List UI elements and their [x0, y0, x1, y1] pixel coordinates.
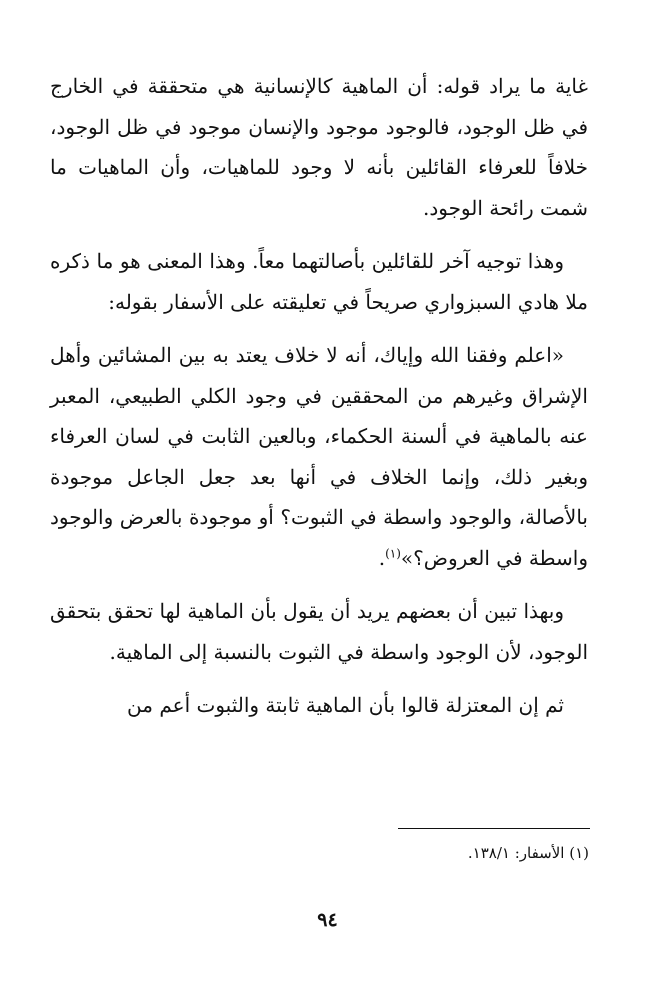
footnote-separator — [398, 828, 590, 829]
paragraph-2: وهذا توجيه آخر للقائلين بأصالتهما معاً. وهذا المعنى هو ما ذكره ملا هادي السبزواري صريحاً في تعليقته على الأسفار بقوله: — [50, 249, 588, 314]
page-number: ٩٤ — [317, 909, 338, 931]
footnote: (١) الأسفار: ١٣٨/١. — [467, 844, 589, 862]
body-text — [50, 66, 588, 739]
paragraph-4: وبهذا تبين أن بعضهم يريد أن يقول بأن الماهية لها تحقق بتحقق الوجود، لأن الوجود واسطة في الثبوت بالنسبة إلى الماهية. — [50, 599, 588, 664]
quote-text: «اعلم وفقنا الله وإياك، أنه لا خلاف يعتد به بين المشائين وأهل الإشراق وغيرهم من المحققين في وجود الكلي الطبيعي، المعبر عنه بالماهية في ألسنة الحكماء، وبالعين الثابت في لسان العرفاء وبغير ذلك، وإنما الخلاف في أنها بعد جعل الجاعل موجودة بالأصالة، والوجود واسطة في الثبوت؟ أو موجودة بالعرض والوجود واسطة في العروض؟» — [50, 343, 588, 570]
footnote-marker: (١) — [385, 545, 401, 560]
quote-end-period: . — [378, 545, 386, 570]
paragraph-1: غاية ما يراد قوله: أن الماهية كالإنسانية هي متحققة في الخارج في ظل الوجود، فالوجود موجود والإنسان موجود في ظل الوجود، خلافاً للعرفاء القائلين بأنه لا وجود للماهيات، وأن الماهيات ما شمت رائحة الوجود. — [50, 74, 588, 220]
paragraph-3-quote — [50, 335, 588, 578]
paragraph-5: ثم إن المعتزلة قالوا بأن الماهية ثابتة والثبوت أعم من — [127, 693, 564, 717]
